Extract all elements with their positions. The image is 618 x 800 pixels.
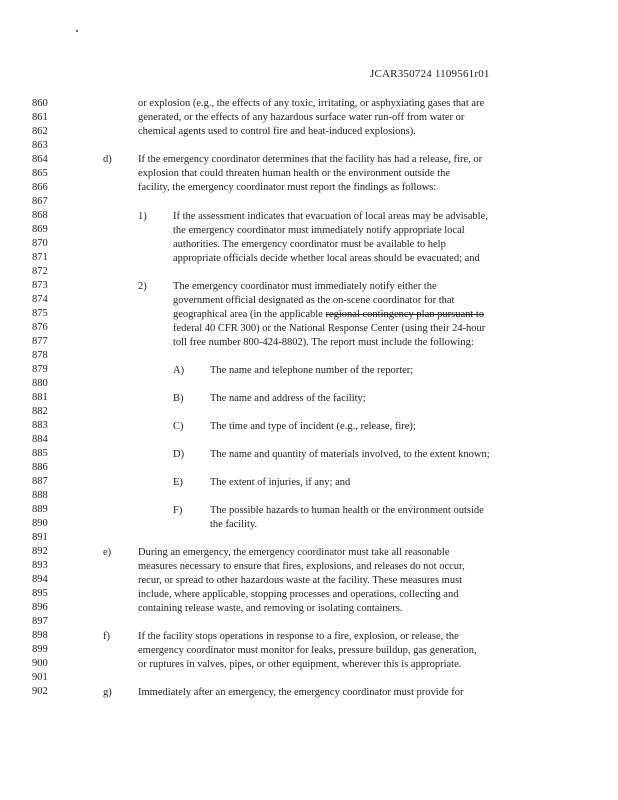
line-number: 860: [32, 98, 48, 109]
text-line-895: include, where applicable, stopping processes and operations, collecting and: [138, 589, 459, 600]
item-label-F: F): [173, 505, 183, 516]
item-label-C: C): [173, 421, 184, 432]
line-number: 864: [32, 154, 48, 165]
text-line-861: generated, or the effects of any hazardous surface water run-off from water or: [138, 112, 465, 123]
text-line-865: explosion that could threaten human health or the environment outside the: [138, 168, 451, 179]
item-label-B: B): [173, 393, 184, 404]
text-line-869: the emergency coordinator must immediately notify appropriate local: [173, 225, 465, 236]
line-number: 894: [32, 574, 48, 585]
line-number: 871: [32, 252, 48, 263]
line-number: 879: [32, 364, 48, 375]
line-number: 869: [32, 224, 48, 235]
text-line-864: If the emergency coordinator determines that the facility has had a release, fire, or: [138, 154, 483, 165]
item-label-E: E): [173, 477, 183, 488]
text-line-900: or ruptures in valves, pipes, or other equipment, wherever this is appropriate.: [138, 659, 462, 670]
line-number: 892: [32, 546, 48, 557]
text-line-862: chemical agents used to control fire and heat-induced explosions).: [138, 126, 416, 137]
line-number: 901: [32, 672, 48, 683]
line-number: 886: [32, 462, 48, 473]
text-line-889: The possible hazards to human health or the environment outside: [210, 505, 484, 516]
text-line-874: government official designated as the on-scene coordinator for that: [173, 295, 455, 306]
item-label-e: e): [103, 547, 112, 558]
text-line-860: or explosion (e.g., the effects of any toxic, irritating, or asphyxiating gases that are: [138, 98, 485, 109]
line-number: 895: [32, 588, 48, 599]
text-line-866: facility, the emergency coordinator must report the findings as follows:: [138, 182, 437, 193]
item-label-A: A): [173, 365, 185, 376]
text-line-881: The name and address of the facility;: [210, 393, 366, 404]
item-label-d: d): [103, 154, 112, 165]
text-line-873: The emergency coordinator must immediately notify either the: [173, 281, 437, 292]
line-number: 882: [32, 406, 48, 417]
text-line-894: recur, or spread to other hazardous waste at the facility. These measures must: [138, 575, 463, 586]
text-line-877: toll free number 800-424-8802). The report must include the following:: [173, 337, 474, 348]
item-label-f: f): [103, 631, 110, 642]
item-label-g: g): [103, 687, 112, 698]
text-line-896: containing release waste, and removing or isolating containers.: [138, 603, 403, 614]
text-line-883: The time and type of incident (e.g., release, fire);: [210, 421, 416, 432]
line-number: 891: [32, 532, 48, 543]
line-number: 885: [32, 448, 48, 459]
line-number: 878: [32, 350, 48, 361]
line-number: 873: [32, 280, 48, 291]
line-number: 902: [32, 686, 48, 697]
line-number: 884: [32, 434, 48, 445]
text-line-871: appropriate officials decide whether local areas should be evacuated; and: [173, 253, 480, 264]
line-number: 877: [32, 336, 48, 347]
line-number: 875: [32, 308, 48, 319]
item-label-2: 2): [138, 281, 147, 292]
line-number: 881: [32, 392, 48, 403]
item-label-1: 1): [138, 211, 147, 222]
text-line-879: The name and telephone number of the reporter;: [210, 365, 414, 376]
scan-speck: [76, 30, 78, 32]
text-line-898: If the facility stops operations in response to a fire, explosion, or release, the: [138, 631, 459, 642]
line-number: 872: [32, 266, 48, 277]
line-number: 870: [32, 238, 48, 249]
line-number: 898: [32, 630, 48, 641]
text-line-892: During an emergency, the emergency coordinator must take all reasonable: [138, 547, 450, 558]
text-line-875-plain: geographical area (in the applicable: [173, 309, 326, 320]
line-number: 865: [32, 168, 48, 179]
struck-text: regional contingency plan pursuant to: [325, 309, 485, 320]
line-number: 893: [32, 560, 48, 571]
line-number: 868: [32, 210, 48, 221]
item-label-D: D): [173, 449, 185, 460]
line-number: 888: [32, 490, 48, 501]
line-number: 874: [32, 294, 48, 305]
line-number: 866: [32, 182, 48, 193]
text-line-875: [173, 308, 484, 321]
text-line-899: emergency coordinator must monitor for leaks, pressure buildup, gas generation,: [138, 645, 477, 656]
text-line-885: The name and quantity of materials involved, to the extent known;: [210, 449, 490, 460]
document-id-header: JCAR350724 1109561r01: [370, 68, 490, 80]
text-line-868: If the assessment indicates that evacuation of local areas may be advisable,: [173, 211, 488, 222]
line-number: 889: [32, 504, 48, 515]
text-line-887: The extent of injuries, if any; and: [210, 477, 351, 488]
text-line-893: measures necessary to ensure that fires, explosions, and releases do not occur,: [138, 561, 465, 572]
line-number: 896: [32, 602, 48, 613]
text-line-902: Immediately after an emergency, the emergency coordinator must provide for: [138, 687, 464, 698]
line-number: 861: [32, 112, 48, 123]
text-line-890: the facility.: [210, 519, 258, 530]
line-number: 867: [32, 196, 48, 207]
line-number: 899: [32, 644, 48, 655]
line-number: 900: [32, 658, 48, 669]
text-line-870: authorities. The emergency coordinator must be available to help: [173, 239, 446, 250]
line-number: 890: [32, 518, 48, 529]
line-number: 883: [32, 420, 48, 431]
line-number: 887: [32, 476, 48, 487]
line-number: 862: [32, 126, 48, 137]
text-line-876: federal 40 CFR 300) or the National Response Center (using their 24-hour: [173, 323, 486, 334]
line-number: 897: [32, 616, 48, 627]
line-number: 876: [32, 322, 48, 333]
line-number: 863: [32, 140, 48, 151]
line-number: 880: [32, 378, 48, 389]
